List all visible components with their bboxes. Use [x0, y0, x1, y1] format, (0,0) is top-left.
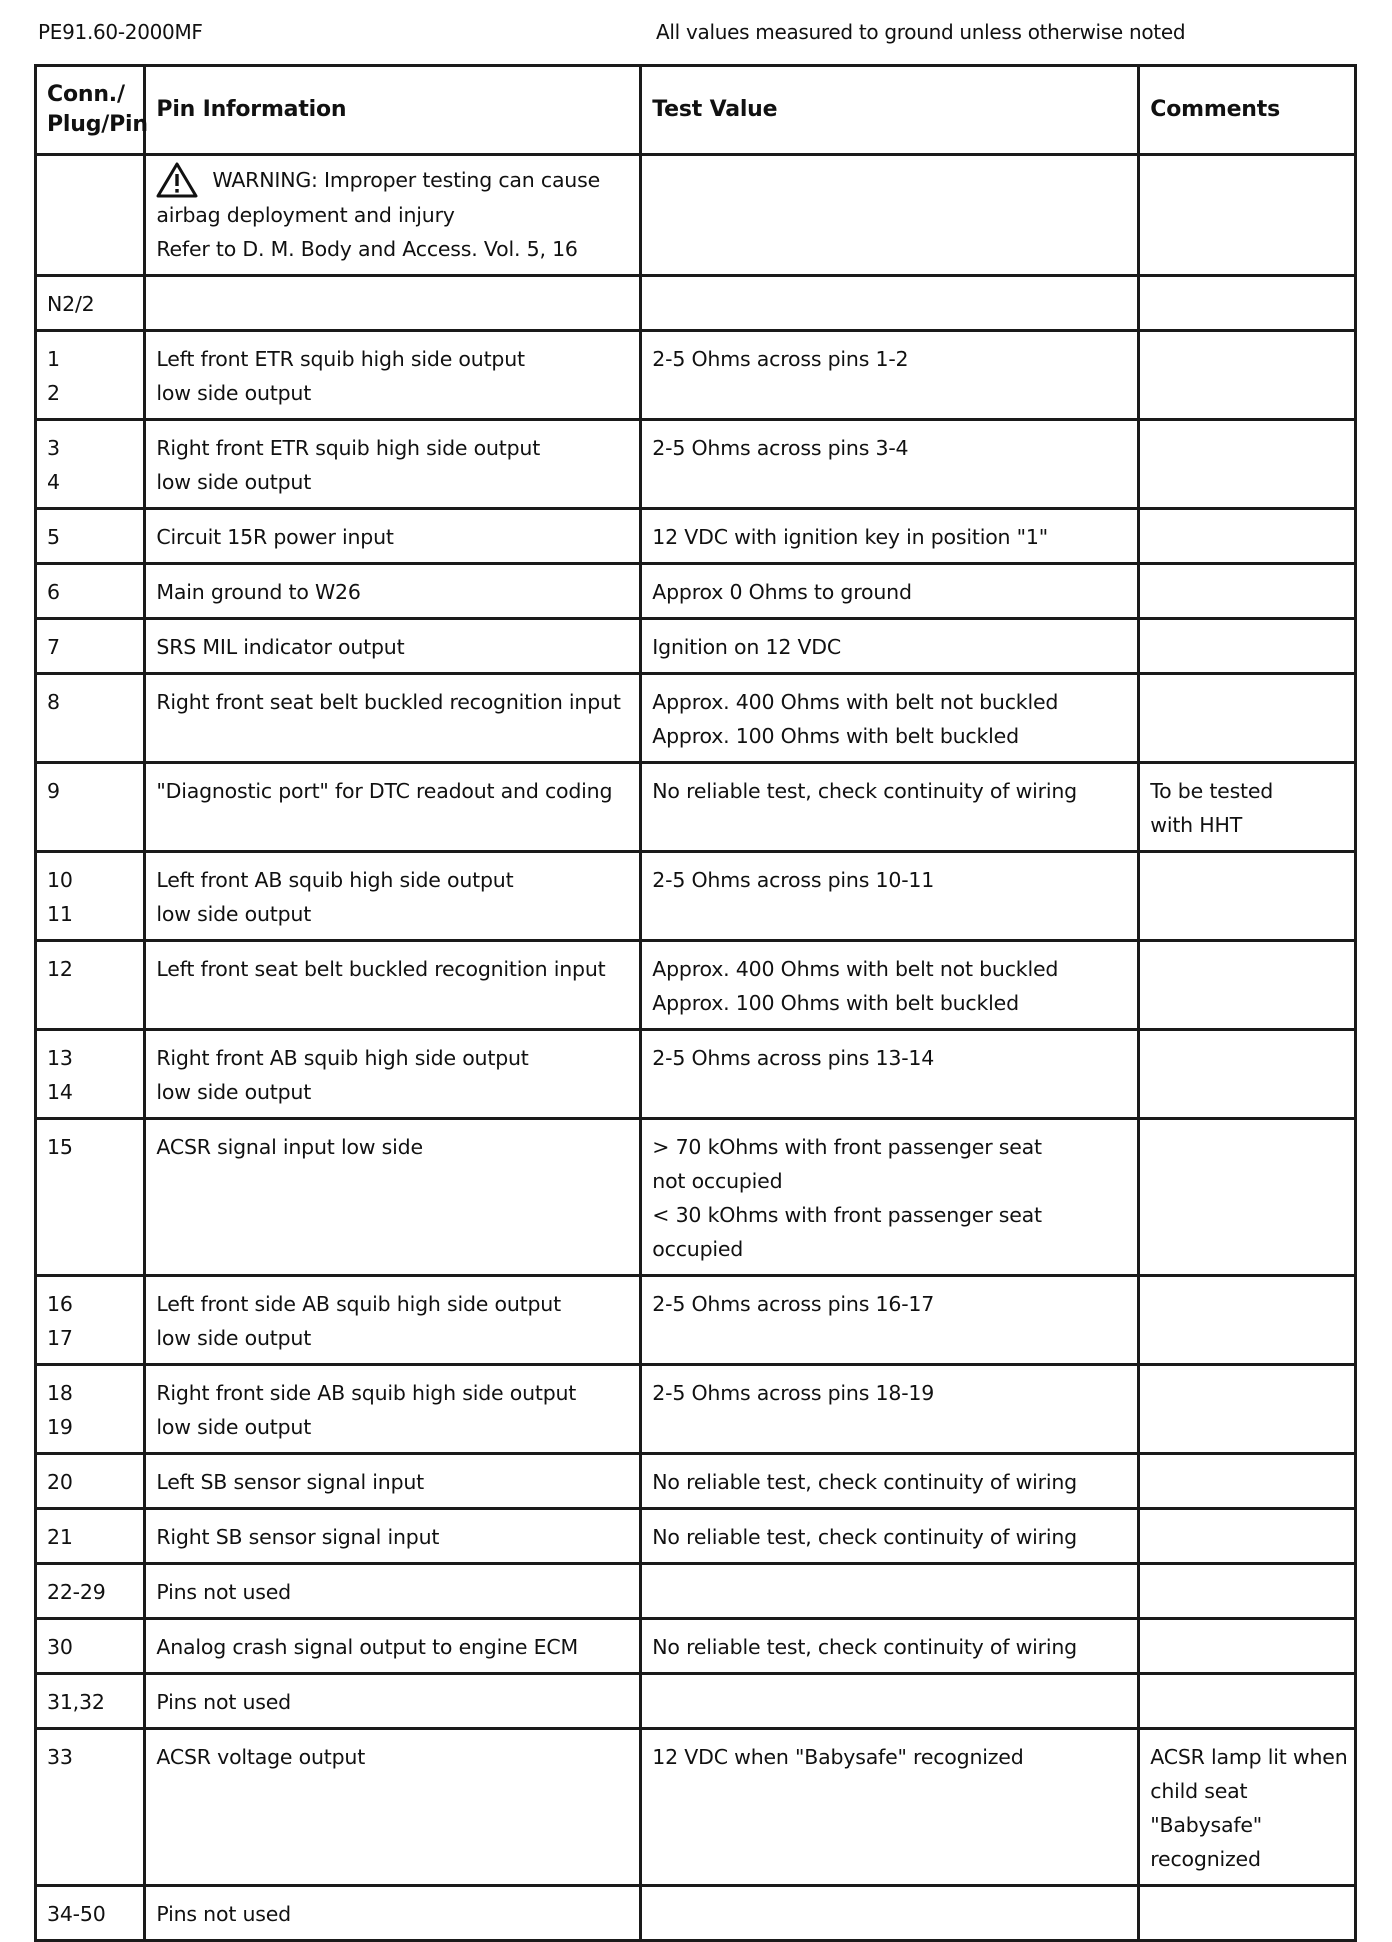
pin-cell — [36, 1619, 145, 1674]
test-value-line: Approx. 400 Ohms with belt not buckled — [652, 957, 1059, 981]
comment-line: child seat — [1150, 1779, 1248, 1803]
test-value-cell — [641, 1276, 1139, 1365]
pin-cell — [36, 276, 145, 331]
test-value-cell — [641, 763, 1139, 852]
pin-line: 33 — [47, 1745, 73, 1769]
comment-cell — [1139, 1509, 1356, 1564]
test-value-line: No reliable test, check continuity of wiring — [652, 779, 1077, 803]
comment-cell — [1139, 1886, 1356, 1941]
pin-info-cell — [145, 276, 641, 331]
test-value-line: 2-5 Ohms across pins 10-11 — [652, 868, 935, 892]
pin-cell — [36, 509, 145, 564]
pin-info-line: Analog crash signal output to engine ECM — [156, 1635, 578, 1659]
pin-info-line: Left front side AB squib high side output — [156, 1292, 561, 1316]
comment-line: "Babysafe" — [1150, 1813, 1262, 1837]
comment-line: ACSR lamp lit when — [1150, 1745, 1348, 1769]
table-row — [36, 1454, 1356, 1509]
comment-cell — [1139, 619, 1356, 674]
test-value-cell — [641, 619, 1139, 674]
pin-line: 3 — [47, 436, 60, 460]
pin-line: 34-50 — [47, 1902, 106, 1926]
column-header-info: Pin Information — [145, 66, 641, 155]
warning-text-line: airbag deployment and injury — [156, 203, 455, 227]
test-value-line: Ignition on 12 VDC — [652, 635, 842, 659]
table-row — [36, 420, 1356, 509]
comment-cell — [1139, 1276, 1356, 1365]
pin-info-cell — [145, 1454, 641, 1509]
pin-info-line: Left SB sensor signal input — [156, 1470, 425, 1494]
pin-line: 22-29 — [47, 1580, 106, 1604]
table-row — [36, 1276, 1356, 1365]
warning-text-line: Refer to D. M. Body and Access. Vol. 5, 16 — [156, 237, 578, 261]
warning-value-cell — [641, 155, 1139, 276]
test-value-cell — [641, 1030, 1139, 1119]
pin-line: 5 — [47, 525, 60, 549]
warning-pin-cell — [36, 155, 145, 276]
pin-line: 9 — [47, 779, 60, 803]
comment-cell — [1139, 564, 1356, 619]
test-value-line: 12 VDC with ignition key in position "1" — [652, 525, 1048, 549]
comment-cell — [1139, 1119, 1356, 1276]
pin-info-line: "Diagnostic port" for DTC readout and coding — [156, 779, 613, 803]
pin-line: 30 — [47, 1635, 73, 1659]
comment-cell — [1139, 276, 1356, 331]
pin-line: 13 — [47, 1046, 73, 1070]
table-row — [36, 1564, 1356, 1619]
pin-info-line: Left front ETR squib high side output — [156, 347, 525, 371]
test-value-line: Approx. 400 Ohms with belt not buckled — [652, 690, 1059, 714]
table-row — [36, 1619, 1356, 1674]
test-value-line: 2-5 Ohms across pins 18-19 — [652, 1381, 935, 1405]
pin-line: 18 — [47, 1381, 73, 1405]
pin-cell — [36, 1564, 145, 1619]
test-value-line: No reliable test, check continuity of wiring — [652, 1635, 1077, 1659]
pin-info-line: low side output — [156, 1415, 312, 1439]
pin-line: 17 — [47, 1326, 73, 1350]
pin-info-line: Right front side AB squib high side output — [156, 1381, 577, 1405]
pin-cell — [36, 1276, 145, 1365]
pin-info-line: Pins not used — [156, 1690, 291, 1714]
comment-line: with HHT — [1150, 813, 1243, 837]
table-row — [36, 1509, 1356, 1564]
pin-line: 11 — [47, 902, 73, 926]
test-value-line: Approx 0 Ohms to ground — [652, 580, 912, 604]
pin-info-line: Left front AB squib high side output — [156, 868, 514, 892]
test-value-cell — [641, 1564, 1139, 1619]
pin-cell — [36, 1729, 145, 1886]
table-row — [36, 1729, 1356, 1886]
test-value-line: 2-5 Ohms across pins 13-14 — [652, 1046, 935, 1070]
test-value-line: Approx. 100 Ohms with belt buckled — [652, 991, 1019, 1015]
pin-info-cell — [145, 1729, 641, 1886]
pin-cell — [36, 852, 145, 941]
pin-info-line: low side output — [156, 470, 312, 494]
test-value-cell — [641, 674, 1139, 763]
pin-info-line: Circuit 15R power input — [156, 525, 394, 549]
table-header-row — [36, 66, 1356, 155]
comment-cell — [1139, 1454, 1356, 1509]
pin-line: 7 — [47, 635, 60, 659]
measurement-note: All values measured to ground unless otherwise noted — [656, 20, 1186, 44]
pin-info-cell — [145, 1564, 641, 1619]
test-value-cell — [641, 420, 1139, 509]
test-value-cell — [641, 1119, 1139, 1276]
pin-info-cell — [145, 509, 641, 564]
pin-info-line: low side output — [156, 1326, 312, 1350]
pin-info-line: Pins not used — [156, 1902, 291, 1926]
pin-cell — [36, 1674, 145, 1729]
warning-row — [36, 155, 1356, 276]
comment-cell — [1139, 1030, 1356, 1119]
table-row — [36, 763, 1356, 852]
pin-table — [34, 64, 1357, 1942]
pin-info-cell — [145, 420, 641, 509]
table-row — [36, 619, 1356, 674]
table-row — [36, 509, 1356, 564]
table-row — [36, 852, 1356, 941]
pin-line: 4 — [47, 470, 60, 494]
pin-info-cell — [145, 1509, 641, 1564]
table-row — [36, 564, 1356, 619]
comment-cell — [1139, 1729, 1356, 1886]
test-value-cell — [641, 1619, 1139, 1674]
comment-cell — [1139, 1564, 1356, 1619]
pin-info-cell — [145, 1886, 641, 1941]
column-header-comments: Comments — [1139, 66, 1356, 155]
pin-info-line: low side output — [156, 1080, 312, 1104]
table-row — [36, 674, 1356, 763]
pin-info-line: low side output — [156, 902, 312, 926]
pin-line: 31,32 — [47, 1690, 105, 1714]
pin-line: 2 — [47, 381, 60, 405]
pin-line: 16 — [47, 1292, 73, 1316]
pin-info-cell — [145, 1365, 641, 1454]
pin-info-line: ACSR voltage output — [156, 1745, 366, 1769]
column-header-value: Test Value — [641, 66, 1139, 155]
pin-line: 19 — [47, 1415, 73, 1439]
pin-cell — [36, 619, 145, 674]
pin-cell — [36, 1365, 145, 1454]
pin-info-cell — [145, 852, 641, 941]
pin-info-cell — [145, 1119, 641, 1276]
pin-line: 10 — [47, 868, 73, 892]
test-value-cell — [641, 1674, 1139, 1729]
warning-comment-cell — [1139, 155, 1356, 276]
table-row — [36, 331, 1356, 420]
test-value-line: No reliable test, check continuity of wiring — [652, 1470, 1077, 1494]
test-value-line: 2-5 Ohms across pins 3-4 — [652, 436, 909, 460]
table-row — [36, 276, 1356, 331]
comment-cell — [1139, 331, 1356, 420]
pin-info-cell — [145, 619, 641, 674]
test-value-cell — [641, 276, 1139, 331]
comment-cell — [1139, 674, 1356, 763]
pin-info-line: Left front seat belt buckled recognition input — [156, 957, 606, 981]
pin-cell — [36, 763, 145, 852]
pin-info-line: Right front seat belt buckled recognition input — [156, 690, 621, 714]
pin-info-cell — [145, 763, 641, 852]
table-row — [36, 941, 1356, 1030]
test-value-line: 2-5 Ohms across pins 1-2 — [652, 347, 909, 371]
pin-info-line: Right front ETR squib high side output — [156, 436, 541, 460]
pin-line: 12 — [47, 957, 73, 981]
pin-info-cell — [145, 564, 641, 619]
pin-info-cell — [145, 1030, 641, 1119]
pin-info-cell — [145, 941, 641, 1030]
comment-cell — [1139, 852, 1356, 941]
warning-text-line: WARNING: Improper testing can cause — [212, 168, 600, 192]
pin-line: 15 — [47, 1135, 73, 1159]
table-row — [36, 1030, 1356, 1119]
comment-cell — [1139, 1674, 1356, 1729]
pin-line: 21 — [47, 1525, 73, 1549]
pin-info-line: Main ground to W26 — [156, 580, 361, 604]
pin-cell — [36, 1886, 145, 1941]
pin-cell — [36, 331, 145, 420]
comment-line: recognized — [1150, 1847, 1261, 1871]
test-value-line: < 30 kOhms with front passenger seat — [652, 1203, 1042, 1227]
pin-cell — [36, 420, 145, 509]
test-value-cell — [641, 1365, 1139, 1454]
test-value-cell — [641, 331, 1139, 420]
pin-cell — [36, 1454, 145, 1509]
test-value-cell — [641, 1886, 1139, 1941]
test-value-cell — [641, 941, 1139, 1030]
test-value-cell — [641, 1509, 1139, 1564]
test-value-cell — [641, 852, 1139, 941]
pin-info-cell — [145, 331, 641, 420]
warning-triangle-icon — [156, 162, 198, 198]
pin-cell — [36, 674, 145, 763]
test-value-line: Approx. 100 Ohms with belt buckled — [652, 724, 1019, 748]
pin-info-line: Right SB sensor signal input — [156, 1525, 440, 1549]
comment-cell — [1139, 509, 1356, 564]
pin-info-cell — [145, 674, 641, 763]
pin-info-line: ACSR signal input low side — [156, 1135, 423, 1159]
test-value-line: 2-5 Ohms across pins 16-17 — [652, 1292, 935, 1316]
test-value-cell — [641, 509, 1139, 564]
pin-line: N2/2 — [47, 292, 95, 316]
test-value-line: occupied — [652, 1237, 744, 1261]
pin-cell — [36, 1119, 145, 1276]
pin-info-line: Right front AB squib high side output — [156, 1046, 529, 1070]
comment-line: To be tested — [1150, 779, 1274, 803]
pin-info-cell — [145, 1276, 641, 1365]
test-value-line: No reliable test, check continuity of wiring — [652, 1525, 1077, 1549]
pin-line: 20 — [47, 1470, 73, 1494]
pin-line: 6 — [47, 580, 60, 604]
pin-info-line: low side output — [156, 381, 312, 405]
pin-info-line: SRS MIL indicator output — [156, 635, 405, 659]
column-header-pin: Conn./ Plug/Pin — [36, 66, 145, 155]
test-value-line: 12 VDC when "Babysafe" recognized — [652, 1745, 1024, 1769]
test-value-cell — [641, 1729, 1139, 1886]
pin-cell — [36, 1030, 145, 1119]
pin-line: 14 — [47, 1080, 73, 1104]
pin-info-cell — [145, 1619, 641, 1674]
warning-cell — [145, 155, 641, 276]
comment-cell — [1139, 763, 1356, 852]
table-row — [36, 1886, 1356, 1941]
test-value-line: > 70 kOhms with front passenger seat — [652, 1135, 1042, 1159]
document-id: PE91.60-2000MF — [38, 20, 203, 44]
table-row — [36, 1119, 1356, 1276]
comment-cell — [1139, 420, 1356, 509]
comment-cell — [1139, 1619, 1356, 1674]
pin-info-cell — [145, 1674, 641, 1729]
table-row — [36, 1365, 1356, 1454]
test-value-cell — [641, 1454, 1139, 1509]
pin-line: 8 — [47, 690, 60, 714]
table-row — [36, 1674, 1356, 1729]
pin-cell — [36, 564, 145, 619]
comment-cell — [1139, 941, 1356, 1030]
pin-cell — [36, 941, 145, 1030]
test-value-line: not occupied — [652, 1169, 783, 1193]
comment-cell — [1139, 1365, 1356, 1454]
test-value-cell — [641, 564, 1139, 619]
pin-info-line: Pins not used — [156, 1580, 291, 1604]
pin-cell — [36, 1509, 145, 1564]
pin-line: 1 — [47, 347, 60, 371]
